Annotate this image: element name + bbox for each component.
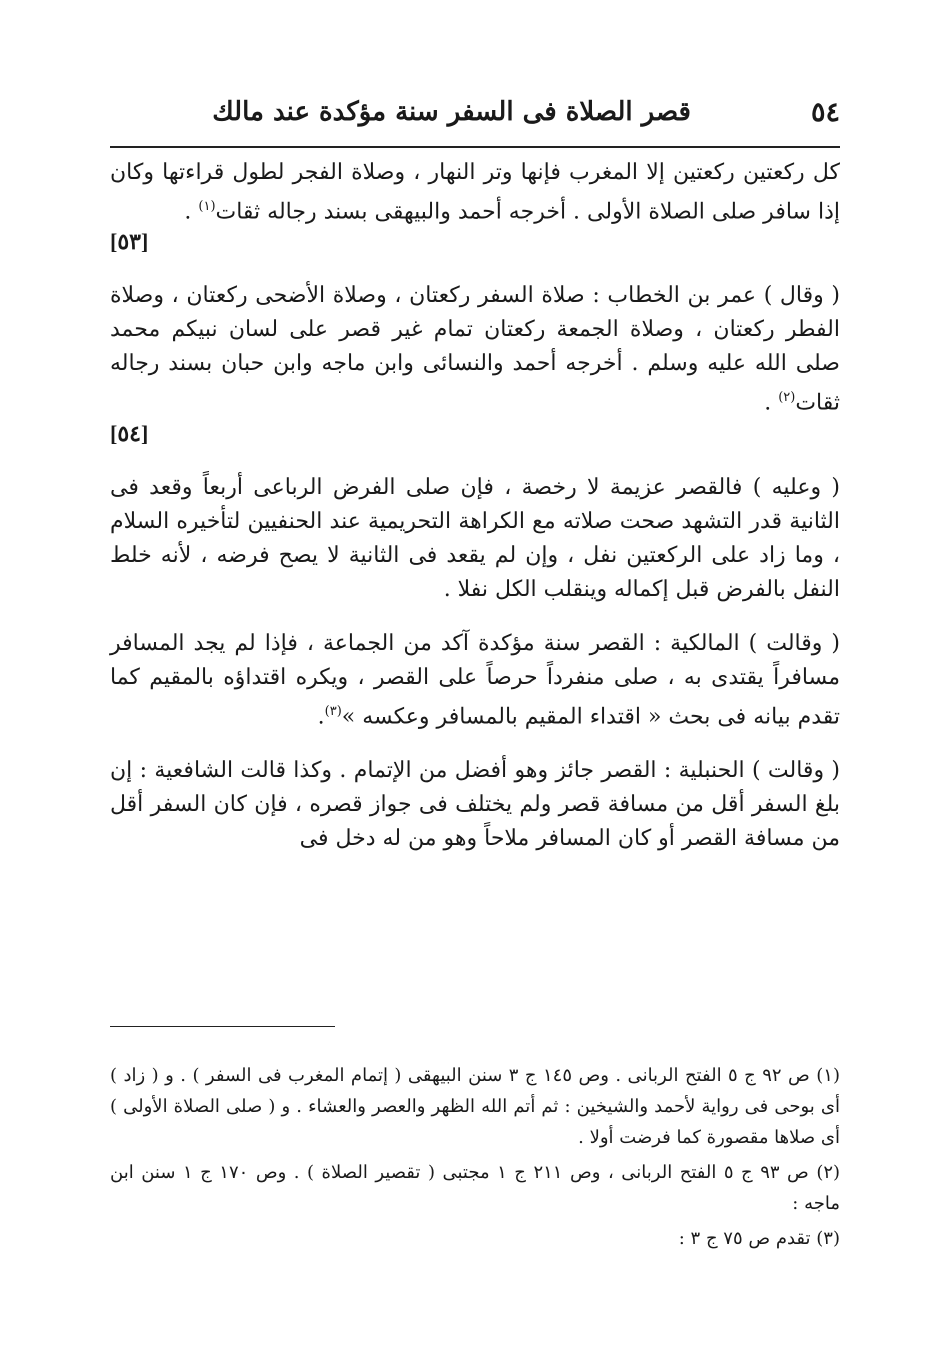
paragraph [110,627,840,734]
paragraph-end: . [764,390,779,416]
footnote: (١) ص ٩٢ ج ٥ الفتح الربانى . وص ١٤٥ ج ٣ سنن البيهقى ( إتمام المغرب فى السفر ) . و ( زاد ) أى بوحى فى رواية لأحمد والشيخين : ثم أتم الله الظهر والعصر والعشاء . و ( صلى الصلاة الأولى ) أى صلاها مقصورة كما فرضت أولا . [110,1065,840,1148]
paragraph [110,754,840,856]
paragraph-text: ( وقالت ) الحنبلية : القصر جائز وهو أفضل من الإتمام . وكذا قالت الشافعية : إن بلغ السفر أقل من مسافة قصر ولم يختلف فى جواز قصره ، فإن كان السفر أقل من مسافة القصر أو كان المسافر ملاحاً وهو من له دخل فى [110,757,840,851]
paragraph-text: كل ركعتين ركعتين إلا المغرب فإنها وتر النهار ، وصلاة الفجر لطول قراءتها وكان إذا سافر صلى الصلاة الأولى . أخرجه أحمد والبيهقى بسند رجاله ثقات [110,160,840,225]
paragraph-end: . [184,199,199,225]
page-header [110,88,840,136]
main-text [110,156,840,876]
footnote: (٣) تقدم ص ٧٥ ج ٣ : [678,1228,840,1249]
page-number: ٥٤ [810,96,840,128]
paragraph [110,279,840,450]
footnotes [110,1060,840,1258]
footnote-marker: (٢) [778,390,796,406]
footnote-marker: (١) [198,199,216,214]
running-title: قصر الصلاة فى السفر سنة مؤكدة عند مالك [212,97,691,127]
footnote: (٢) ص ٩٣ ج ٥ الفتح الربانى ، وص ٢١١ ج ١ مجتبى ( تقصير الصلاة ) . وص ١٧٠ ج ١ سنن ابن ماجه : [110,1162,841,1214]
paragraph-text: ( وعليه ) فالقصر عزيمة لا رخصة ، فإن صلى الفرض الرباعى أربعاً وقعد فى الثانية قدر التشهد صحت صلاته مع الكراهة التحريمية عند الحنفيين لتأخيره السلام ، وما زاد على الركعتين نفل ، وإن لم يقعد فى الثانية لا يصح فرضه ، لأنه خلط النفل بالفرض قبل إكماله وينقلب الكل نفلا . [110,474,840,602]
paragraph-end: . [317,703,325,729]
paragraph-text: ( وقال ) عمر بن الخطاب : صلاة السفر ركعتان ، وصلاة الأضحى ركعتان ، وصلاة الفطر ركعتان ، وصلاة الجمعة ركعتان تمام غير قصر على لسان نبيكم محمد صلى الله عليه وسلم . أخرجه أحمد والنسائى وابن ماجه وابن حبان بسند رجاله ثقات [110,283,840,416]
paragraph [110,156,840,259]
footnote-divider [110,1026,335,1027]
hadith-number: [٥٤] [110,420,149,446]
paragraph [110,471,840,607]
book-page [110,70,840,1320]
footnote-marker: (٣) [324,703,342,719]
hadith-number: [٥٣] [110,229,149,255]
paragraph-text: ( وقالت ) المالكية : القصر سنة مؤكدة آكد من الجماعة ، فإذا لم يجد المسافر مسافراً يقتدى به ، صلى منفرداً حرصاً على القصر ، ويكره اقتداؤه بالمقيم كما تقدم بيانه فى بحث « اقتداء المقيم بالمسافر وعكسه » [110,630,840,729]
header-divider [110,146,840,148]
